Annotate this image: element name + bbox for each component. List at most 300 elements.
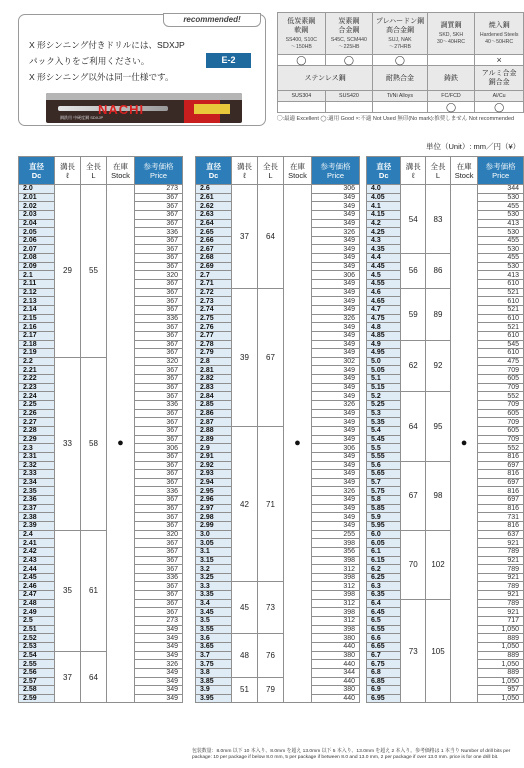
material-grades: S45C, SCM440 ～225HB xyxy=(330,36,367,50)
material-legend: ◯:最適 Excellent ◯:適用 Good ×:不適 Not Used 無印(No mark):推奨しません Not recommended xyxy=(277,116,515,122)
suitability-symbol xyxy=(325,102,373,113)
stock-mark: ● xyxy=(107,185,135,703)
price-cell: 349 xyxy=(135,651,183,660)
price-cell: 349 xyxy=(312,513,360,522)
diameter-cell: 3.75 xyxy=(196,660,232,669)
diameter-cell: 2.11 xyxy=(19,280,55,289)
promo-text-line-1: X 形シンニング付きドリルには、SDXJP xyxy=(29,40,185,50)
price-cell: 367 xyxy=(135,435,183,444)
header-price-en: Price xyxy=(149,170,168,180)
diameter-cell: 2.93 xyxy=(196,470,232,479)
material-title: プレハードン鋼 高合金鋼 xyxy=(375,17,425,34)
price-cell: 344 xyxy=(312,668,360,677)
price-cell: 398 xyxy=(312,573,360,582)
diameter-cell: 2.67 xyxy=(196,245,232,254)
header-diameter-jp: 直径 xyxy=(376,161,392,171)
diameter-cell: 2.61 xyxy=(196,193,232,202)
header-flute-length-en: ℓ xyxy=(66,170,69,180)
diameter-cell: 2.24 xyxy=(19,392,55,401)
diameter-cell: 2.14 xyxy=(19,305,55,314)
diameter-cell: 2.27 xyxy=(19,418,55,427)
suitability-symbol: × xyxy=(475,55,524,66)
material-title: 炭素鋼 合金鋼 xyxy=(338,17,360,34)
price-cell: 957 xyxy=(478,686,524,695)
header-total-length xyxy=(81,157,107,185)
diameter-cell: 6.85 xyxy=(367,677,401,686)
price-cell: 367 xyxy=(135,470,183,479)
diameter-cell: 3.15 xyxy=(196,556,232,565)
diameter-cell: 2.4 xyxy=(19,530,55,539)
diameter-cell: 2.36 xyxy=(19,496,55,505)
diameter-cell: 2.21 xyxy=(19,366,55,375)
diameter-cell: 6.3 xyxy=(367,582,401,591)
price-cell: 349 xyxy=(312,288,360,297)
diameter-cell: 2.03 xyxy=(19,210,55,219)
header-total-length-en: L xyxy=(91,170,96,180)
diameter-cell: 2.26 xyxy=(19,409,55,418)
flute-length-cell: 33 xyxy=(55,357,81,530)
price-cell: 455 xyxy=(478,236,524,245)
price-cell: 273 xyxy=(135,617,183,626)
price-cell: 336 xyxy=(135,573,183,582)
diameter-cell: 2.16 xyxy=(19,323,55,332)
total-length-cell: 86 xyxy=(426,254,451,289)
total-length-cell: 95 xyxy=(426,392,451,461)
package-yellow-label xyxy=(194,104,230,114)
price-cell: 367 xyxy=(135,340,183,349)
price-cell: 349 xyxy=(312,349,360,358)
material-header xyxy=(475,66,524,91)
price-cell: 349 xyxy=(312,305,360,314)
diameter-cell: 4.5 xyxy=(367,271,401,280)
flute-length-cell: 48 xyxy=(232,634,258,677)
table-row xyxy=(367,288,524,297)
price-cell: 816 xyxy=(478,504,524,513)
price-cell: 530 xyxy=(478,245,524,254)
price-cell: 326 xyxy=(312,314,360,323)
header-price-jp: 参考価格 xyxy=(143,161,174,171)
price-cell: 349 xyxy=(312,280,360,289)
flute-length-cell: 42 xyxy=(232,426,258,582)
flute-length-cell: 29 xyxy=(55,185,81,358)
material-subtype: SUS420 xyxy=(325,91,373,102)
price-cell: 605 xyxy=(478,375,524,384)
price-cell: 356 xyxy=(312,547,360,556)
price-cell: 367 xyxy=(135,254,183,263)
diameter-cell: 4.75 xyxy=(367,314,401,323)
diameter-cell: 4.0 xyxy=(367,185,401,194)
diameter-cell: 2.82 xyxy=(196,375,232,384)
price-cell: 610 xyxy=(478,297,524,306)
price-cell: 349 xyxy=(135,686,183,695)
diameter-cell: 4.55 xyxy=(367,280,401,289)
diameter-cell: 2.28 xyxy=(19,426,55,435)
price-cell: 367 xyxy=(135,245,183,254)
price-cell: 367 xyxy=(135,565,183,574)
price-cell: 367 xyxy=(135,418,183,427)
price-cell: 349 xyxy=(312,202,360,211)
price-cell: 921 xyxy=(478,556,524,565)
material-subtype: Ti/Ni Alloys xyxy=(373,91,427,102)
flute-length-cell: 70 xyxy=(401,530,426,599)
header-total-length xyxy=(426,157,451,185)
diameter-cell: 4.7 xyxy=(367,305,401,314)
diameter-cell: 6.4 xyxy=(367,599,401,608)
diameter-cell: 2.2 xyxy=(19,357,55,366)
diameter-cell: 2.78 xyxy=(196,340,232,349)
diameter-cell: 2.06 xyxy=(19,236,55,245)
header-flute-length xyxy=(401,157,426,185)
diameter-cell: 6.7 xyxy=(367,651,401,660)
diameter-cell: 2.92 xyxy=(196,461,232,470)
price-cell: 312 xyxy=(312,599,360,608)
total-length-cell: 92 xyxy=(426,340,451,392)
diameter-cell: 2.59 xyxy=(19,694,55,703)
flute-length-cell: 37 xyxy=(55,651,81,703)
price-cell: 336 xyxy=(135,401,183,410)
diameter-cell: 6.25 xyxy=(367,573,401,582)
price-cell: 367 xyxy=(135,608,183,617)
diameter-cell: 2.46 xyxy=(19,582,55,591)
header-diameter-en: Dc xyxy=(31,170,42,180)
price-cell: 789 xyxy=(478,565,524,574)
diameter-cell: 2.51 xyxy=(19,625,55,634)
diameter-cell: 6.45 xyxy=(367,608,401,617)
total-length-cell: 55 xyxy=(81,185,107,358)
diameter-cell: 3.2 xyxy=(196,565,232,574)
price-cell: 475 xyxy=(478,357,524,366)
price-cell: 398 xyxy=(312,625,360,634)
diameter-cell: 2.6 xyxy=(196,185,232,194)
diameter-cell: 4.1 xyxy=(367,202,401,211)
total-length-cell: 79 xyxy=(258,677,284,703)
diameter-cell: 4.8 xyxy=(367,323,401,332)
table-row xyxy=(367,461,524,470)
total-length-cell: 67 xyxy=(258,288,284,426)
diameter-cell: 2.58 xyxy=(19,686,55,695)
material-subtype: FC/FCD xyxy=(427,91,475,102)
diameter-cell: 3.65 xyxy=(196,642,232,651)
header-total-length-jp: 全長 xyxy=(263,161,278,171)
price-cell: 349 xyxy=(312,245,360,254)
diameter-cell: 2.45 xyxy=(19,573,55,582)
price-cell: 326 xyxy=(312,401,360,410)
material-title: 低炭素鋼 軟鋼 xyxy=(287,17,316,34)
total-length-cell: 73 xyxy=(258,582,284,634)
price-cell: 709 xyxy=(478,401,524,410)
header-diameter-en: Dc xyxy=(378,170,389,180)
diameter-cell: 5.35 xyxy=(367,418,401,427)
diameter-cell: 6.35 xyxy=(367,591,401,600)
suitability-symbol: ◯ xyxy=(278,55,326,66)
price-cell: 336 xyxy=(135,487,183,496)
header-price xyxy=(478,157,524,185)
unit-label: 単位（Unit）: mm／円（¥） xyxy=(426,142,521,151)
material-title: 調質鋼 xyxy=(440,22,462,29)
price-cell: 816 xyxy=(478,487,524,496)
price-cell: 367 xyxy=(135,521,183,530)
spec-table-3 xyxy=(366,156,524,703)
material-title: ステンレス鋼 xyxy=(304,74,346,82)
recommended-tag: recommended! xyxy=(163,13,261,27)
price-cell: 610 xyxy=(478,314,524,323)
price-cell: 367 xyxy=(135,582,183,591)
diameter-cell: 2.35 xyxy=(19,487,55,496)
price-cell: 367 xyxy=(135,513,183,522)
price-cell: 816 xyxy=(478,452,524,461)
diameter-cell: 5.65 xyxy=(367,470,401,479)
total-length-cell: 89 xyxy=(426,288,451,340)
material-header xyxy=(475,13,524,55)
diameter-cell: 2.39 xyxy=(19,521,55,530)
diameter-cell: 2.52 xyxy=(19,634,55,643)
table-row xyxy=(367,530,524,539)
table-row xyxy=(367,599,524,608)
spec-table-1 xyxy=(18,156,183,703)
price-cell: 349 xyxy=(312,504,360,513)
diameter-cell: 4.65 xyxy=(367,297,401,306)
drill-package-image xyxy=(46,93,242,123)
header-diameter xyxy=(196,157,232,185)
flute-length-cell: 73 xyxy=(401,599,426,703)
diameter-cell: 2.74 xyxy=(196,305,232,314)
diameter-cell: 2.22 xyxy=(19,375,55,384)
total-length-cell: 71 xyxy=(258,426,284,582)
product-promo-box xyxy=(18,14,266,126)
price-cell: 367 xyxy=(135,496,183,505)
price-cell: 326 xyxy=(312,487,360,496)
diameter-cell: 5.55 xyxy=(367,452,401,461)
diameter-cell: 6.75 xyxy=(367,660,401,669)
table-row xyxy=(19,651,183,660)
diameter-cell: 6.1 xyxy=(367,547,401,556)
total-length-cell: 76 xyxy=(258,634,284,677)
suitability-symbol xyxy=(373,102,427,113)
table-row xyxy=(19,185,183,194)
header-stock-jp: 在庫 xyxy=(456,161,472,171)
flute-length-cell: 62 xyxy=(401,340,426,392)
header-flute-length xyxy=(55,157,81,185)
material-header xyxy=(427,13,475,55)
flute-length-cell: 37 xyxy=(232,185,258,289)
price-cell: 1,050 xyxy=(478,642,524,651)
price-cell: 367 xyxy=(135,323,183,332)
header-diameter xyxy=(19,157,55,185)
diameter-cell: 2.33 xyxy=(19,470,55,479)
promo-text-line-3: X 形シンニング以外は同一仕様です。 xyxy=(29,72,174,82)
price-cell: 336 xyxy=(135,314,183,323)
price-cell: 530 xyxy=(478,228,524,237)
price-cell: 367 xyxy=(135,210,183,219)
price-cell: 921 xyxy=(478,539,524,548)
price-cell: 637 xyxy=(478,530,524,539)
suitability-symbol: ◯ xyxy=(373,55,427,66)
price-cell: 349 xyxy=(312,470,360,479)
price-cell: 367 xyxy=(135,262,183,271)
header-stock-en: Stock xyxy=(454,170,474,180)
diameter-cell: 2.75 xyxy=(196,314,232,323)
price-cell: 709 xyxy=(478,435,524,444)
price-cell: 521 xyxy=(478,323,524,332)
diameter-cell: 2.69 xyxy=(196,262,232,271)
total-length-cell: 64 xyxy=(81,651,107,703)
price-cell: 320 xyxy=(135,271,183,280)
diameter-cell: 4.35 xyxy=(367,245,401,254)
header-price-jp: 参考価格 xyxy=(485,161,516,171)
package-top-stripe xyxy=(46,93,242,100)
price-cell: 697 xyxy=(478,496,524,505)
diameter-cell: 2.08 xyxy=(19,254,55,263)
diameter-cell: 2.96 xyxy=(196,496,232,505)
price-cell: 349 xyxy=(135,634,183,643)
header-price xyxy=(312,157,360,185)
material-header xyxy=(373,13,427,55)
price-cell: 367 xyxy=(135,392,183,401)
price-cell: 349 xyxy=(312,262,360,271)
price-cell: 530 xyxy=(478,210,524,219)
price-cell: 367 xyxy=(135,202,183,211)
price-cell: 302 xyxy=(312,357,360,366)
price-cell: 440 xyxy=(312,677,360,686)
flute-length-cell: 67 xyxy=(401,461,426,530)
table-row xyxy=(19,357,183,366)
price-cell: 349 xyxy=(312,340,360,349)
price-cell: 367 xyxy=(135,599,183,608)
price-cell: 530 xyxy=(478,262,524,271)
suitability-symbol: ◯ xyxy=(325,55,373,66)
diameter-cell: 2.05 xyxy=(19,228,55,237)
price-cell: 306 xyxy=(135,444,183,453)
diameter-cell: 3.35 xyxy=(196,591,232,600)
table-row xyxy=(196,426,360,435)
diameter-cell: 5.2 xyxy=(367,392,401,401)
table-row xyxy=(196,677,360,686)
diameter-cell: 2.99 xyxy=(196,521,232,530)
diameter-cell: 4.45 xyxy=(367,262,401,271)
diameter-cell: 4.9 xyxy=(367,340,401,349)
price-cell: 349 xyxy=(312,461,360,470)
diameter-cell: 2.56 xyxy=(19,668,55,677)
diameter-cell: 3.1 xyxy=(196,547,232,556)
header-stock-jp: 在庫 xyxy=(290,161,305,171)
header-price xyxy=(135,157,183,185)
material-header xyxy=(427,66,475,91)
diameter-cell: 2.66 xyxy=(196,236,232,245)
price-cell: 367 xyxy=(135,461,183,470)
diameter-cell: 5.45 xyxy=(367,435,401,444)
flute-length-cell: 64 xyxy=(401,392,426,461)
price-cell: 367 xyxy=(135,426,183,435)
diameter-cell: 5.3 xyxy=(367,409,401,418)
table-row xyxy=(196,288,360,297)
price-cell: 336 xyxy=(135,228,183,237)
material-header xyxy=(325,13,373,55)
table-row xyxy=(196,185,360,194)
header-flute-length-en: ℓ xyxy=(412,170,415,180)
diameter-cell: 5.75 xyxy=(367,487,401,496)
price-cell: 367 xyxy=(135,236,183,245)
suitability-symbol xyxy=(427,55,475,66)
diameter-cell: 6.65 xyxy=(367,642,401,651)
diameter-cell: 2.47 xyxy=(19,591,55,600)
diameter-cell: 3.25 xyxy=(196,573,232,582)
price-cell: 367 xyxy=(135,383,183,392)
diameter-cell: 2.48 xyxy=(19,599,55,608)
diameter-cell: 2.88 xyxy=(196,426,232,435)
diameter-cell: 2.38 xyxy=(19,513,55,522)
flute-length-cell: 51 xyxy=(232,677,258,703)
price-cell: 731 xyxy=(478,513,524,522)
diameter-cell: 4.6 xyxy=(367,288,401,297)
diameter-cell: 5.0 xyxy=(367,357,401,366)
price-cell: 367 xyxy=(135,556,183,565)
price-cell: 709 xyxy=(478,383,524,392)
price-cell: 398 xyxy=(312,556,360,565)
price-cell: 545 xyxy=(478,340,524,349)
table-row xyxy=(196,582,360,591)
header-diameter-jp: 直径 xyxy=(206,161,221,171)
price-cell: 1,050 xyxy=(478,660,524,669)
diameter-cell: 2.04 xyxy=(19,219,55,228)
diameter-cell: 2.79 xyxy=(196,349,232,358)
diameter-cell: 2.53 xyxy=(19,642,55,651)
diameter-cell: 2.13 xyxy=(19,297,55,306)
diameter-cell: 3.4 xyxy=(196,599,232,608)
diameter-cell: 2.19 xyxy=(19,349,55,358)
diameter-cell: 2.65 xyxy=(196,228,232,237)
flute-length-cell: 59 xyxy=(401,288,426,340)
diameter-cell: 2.49 xyxy=(19,608,55,617)
catalog-code-badge: E-2 xyxy=(206,53,251,68)
price-cell: 349 xyxy=(135,677,183,686)
diameter-cell: 2.01 xyxy=(19,193,55,202)
price-cell: 398 xyxy=(312,539,360,548)
price-cell: 349 xyxy=(312,375,360,384)
price-cell: 367 xyxy=(135,297,183,306)
price-cell: 349 xyxy=(312,418,360,427)
diameter-cell: 3.7 xyxy=(196,651,232,660)
price-cell: 349 xyxy=(312,236,360,245)
price-cell: 398 xyxy=(312,608,360,617)
header-stock-jp: 在庫 xyxy=(113,161,128,171)
material-title: 鋳鉄 xyxy=(444,74,458,82)
price-cell: 1,050 xyxy=(478,625,524,634)
diameter-cell: 3.3 xyxy=(196,582,232,591)
price-cell: 380 xyxy=(312,651,360,660)
diameter-cell: 3.0 xyxy=(196,530,232,539)
price-cell: 367 xyxy=(135,366,183,375)
price-cell: 349 xyxy=(312,331,360,340)
price-cell: 889 xyxy=(478,668,524,677)
table-row xyxy=(367,392,524,401)
diameter-cell: 2.32 xyxy=(19,461,55,470)
price-cell: 349 xyxy=(312,478,360,487)
price-cell: 440 xyxy=(312,694,360,703)
header-stock xyxy=(284,157,312,185)
header-flute-length xyxy=(232,157,258,185)
price-cell: 605 xyxy=(478,409,524,418)
diameter-cell: 6.8 xyxy=(367,668,401,677)
price-cell: 610 xyxy=(478,349,524,358)
price-cell: 349 xyxy=(312,392,360,401)
diameter-cell: 3.85 xyxy=(196,677,232,686)
total-length-cell: 58 xyxy=(81,357,107,530)
diameter-cell: 5.7 xyxy=(367,478,401,487)
diameter-cell: 2.7 xyxy=(196,271,232,280)
diameter-cell: 2.89 xyxy=(196,435,232,444)
diameter-cell: 6.55 xyxy=(367,625,401,634)
diameter-cell: 3.95 xyxy=(196,694,232,703)
